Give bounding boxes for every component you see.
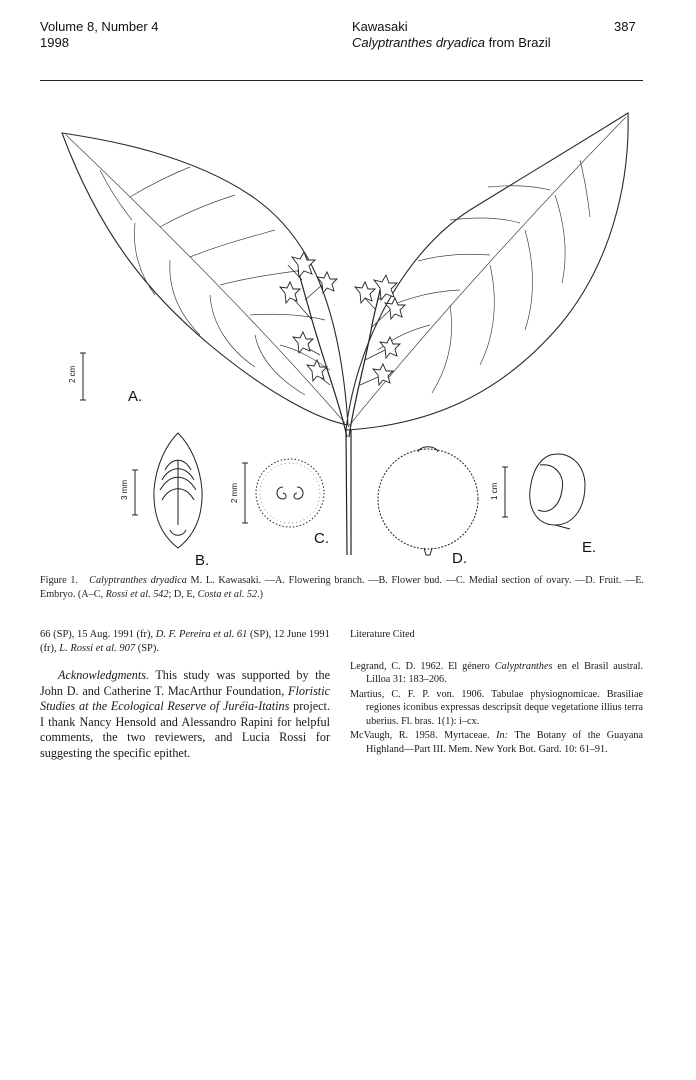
acknowledgments-heading: Acknowledgments. bbox=[58, 668, 150, 682]
specimen-collector-2: L. Rossi et al. 907 bbox=[59, 643, 136, 654]
ref1-italic: Calyptranthes bbox=[494, 660, 553, 672]
specimen-list bbox=[40, 628, 330, 656]
scale-label-b: 3 mm bbox=[120, 480, 129, 500]
header-rule bbox=[40, 80, 643, 81]
fruit bbox=[378, 449, 478, 549]
scale-label-e: 1 cm bbox=[490, 482, 499, 500]
ovary-section bbox=[256, 459, 324, 527]
caption-collection-2: Costa et al. 52 bbox=[197, 588, 258, 600]
running-header-title bbox=[352, 35, 551, 51]
running-header-year: 1998 bbox=[40, 35, 69, 50]
caption-between: ; D, E, bbox=[168, 588, 198, 600]
page-number: 387 bbox=[614, 19, 636, 34]
right-column bbox=[350, 628, 643, 757]
literature-cited-heading: Literature Cited bbox=[350, 629, 415, 640]
ref1-text-a: Legrand, C. D. 1962. El género bbox=[350, 660, 495, 672]
reference-mcvaugh bbox=[350, 729, 643, 756]
running-header-title-rest: from Brazil bbox=[484, 35, 551, 50]
caption-text: M. L. Kawasaki. —A. Flowering branch. —B. Flower bud. —C. Medial section of ovary. —D. Fruit. —E. Embryo. (A–C, bbox=[40, 575, 644, 600]
acknowledgments-text-2: project. I thank Nancy Hensold and Alessandro Rapini for helpful comments, the two reviewers, and Lucia Rossi for suggesting the specific epithet. bbox=[40, 699, 330, 760]
panel-label-a: A. bbox=[128, 388, 143, 405]
reference-martius: Martius, C. F. P. von. 1906. Tabulae physiognomicae. Brasiliae regiones iconibus expressas descripsit deque vegetatione illius terra uberius. Fl. bras. 1(1): i–cx. bbox=[350, 688, 643, 727]
figure-caption bbox=[40, 574, 644, 601]
reference-legrand bbox=[350, 660, 643, 687]
panel-label-e: E. bbox=[582, 539, 597, 556]
botanical-illustration bbox=[40, 105, 650, 567]
running-header-species: Calyptranthes dryadica bbox=[352, 35, 485, 50]
acknowledgments bbox=[40, 668, 330, 761]
scale-label-a: 2 cm bbox=[68, 365, 77, 383]
left-column bbox=[40, 628, 330, 761]
ref3-text-a: McVaugh, R. 1958. Myrtaceae. bbox=[350, 730, 497, 741]
scale-label-c: 2 mm bbox=[230, 483, 239, 503]
acknowledgments-text-1: This study was supported by the John D. and Catherine T. MacArthur Foundation, bbox=[40, 668, 330, 698]
caption-collection-1: Rossi et al. 542 bbox=[105, 588, 169, 600]
caption-species: Calyptranthes dryadica bbox=[89, 575, 187, 586]
acknowledgments-project: Floristic Studies at the Ecological Reserve of Juréia-Itatins bbox=[40, 683, 330, 713]
caption-prefix: Figure 1. bbox=[40, 575, 78, 586]
embryo bbox=[530, 454, 585, 525]
specimen-text-3: (SP). bbox=[135, 643, 160, 654]
panel-label-b: B. bbox=[195, 552, 210, 567]
left-leaf bbox=[62, 133, 348, 425]
specimen-text-1: 66 (SP), 15 Aug. 1991 (fr), bbox=[40, 629, 156, 640]
running-header-author: Kawasaki bbox=[352, 19, 408, 34]
running-header-volume: Volume 8, Number 4 bbox=[40, 19, 159, 34]
panel-label-d: D. bbox=[452, 550, 467, 567]
panel-label-c: C. bbox=[314, 530, 329, 547]
specimen-text-2: (SP), 12 June 1991 (fr), bbox=[40, 629, 330, 654]
ref1-text-b: en el Brasil austral. Lilloa 31: 183–206. bbox=[366, 660, 643, 685]
main-stem bbox=[346, 430, 351, 555]
caption-end: .) bbox=[257, 588, 264, 600]
specimen-collector-1: D. F. Pereira et al. 61 bbox=[155, 629, 248, 640]
ref3-text-b: The Botany of the Guayana Highland—Part III. Mem. New York Bot. Gard. 10: 61–91. bbox=[366, 730, 644, 755]
ref3-italic: In: bbox=[496, 730, 509, 741]
